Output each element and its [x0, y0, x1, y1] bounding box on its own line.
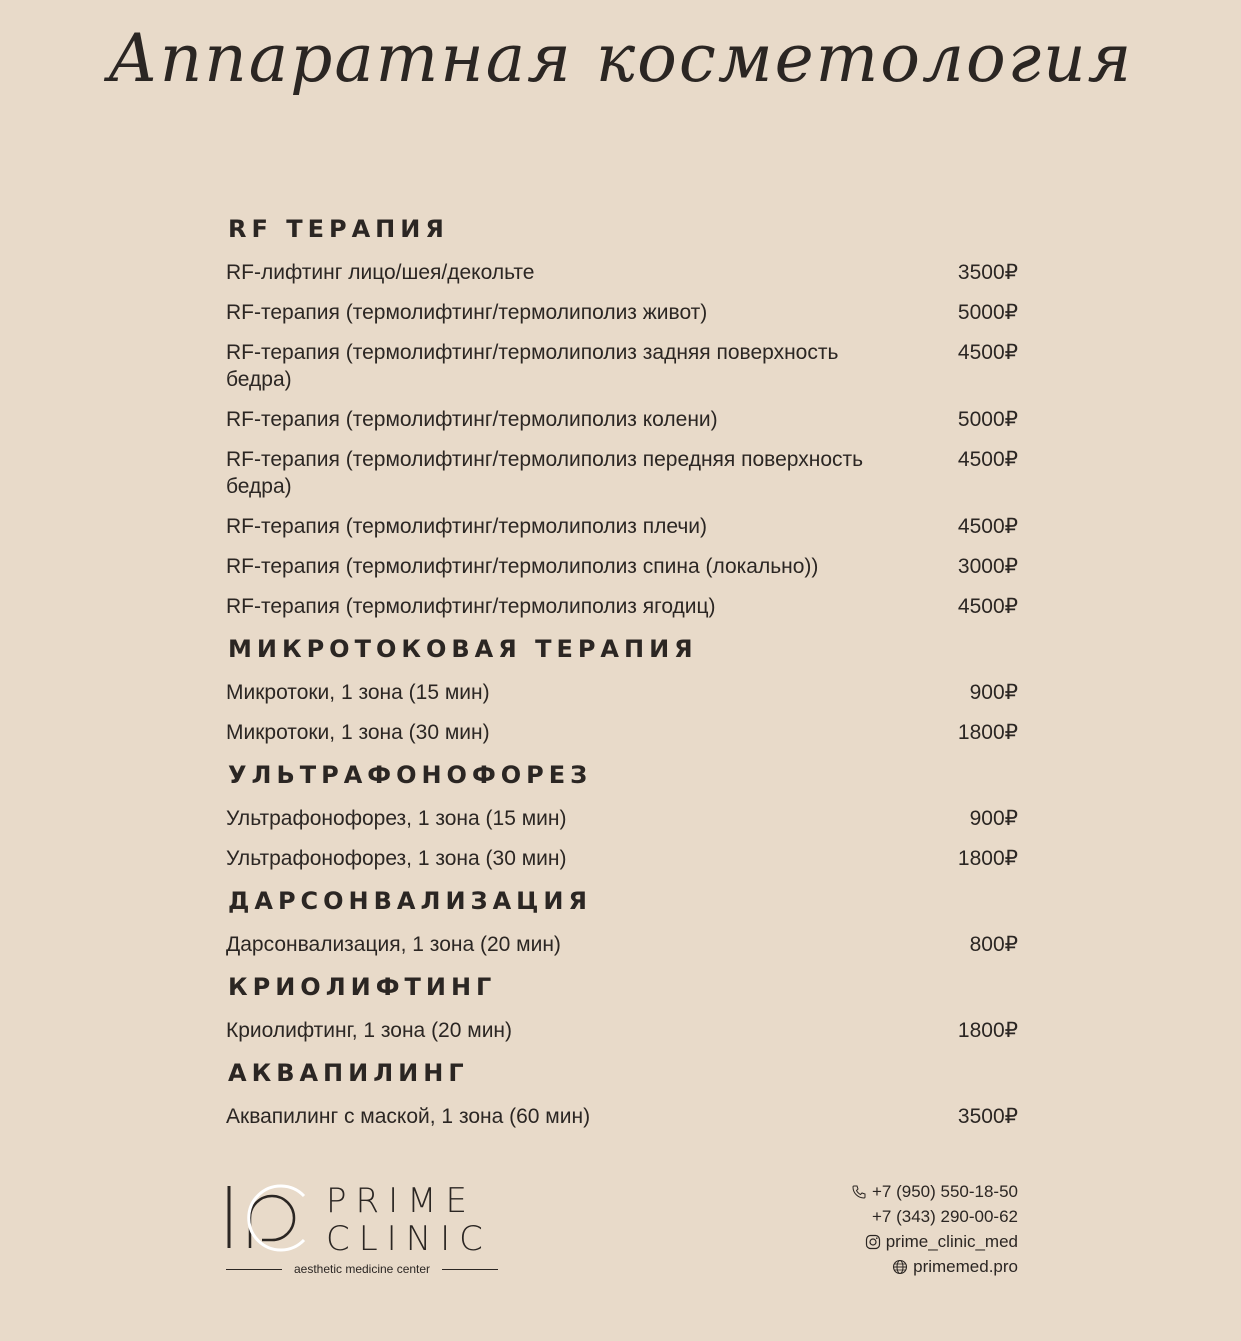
service-name: Криолифтинг, 1 зона (20 мин)	[226, 1019, 513, 1042]
service-name: RF-терапия (термолифтинг/термолиполиз спина (локально))	[226, 555, 819, 578]
contact-phone-secondary[interactable]	[851, 1205, 1018, 1229]
price-item	[226, 446, 1018, 500]
price-item	[226, 679, 1018, 706]
service-name: RF-терапия (термолифтинг/термолиполиз задняя поверхность бедра)	[226, 341, 839, 391]
service-price: 3500₽	[957, 1105, 1018, 1128]
service-price: 3500₽	[957, 261, 1018, 284]
globe-icon	[892, 1259, 908, 1275]
price-item	[226, 299, 1018, 326]
section-heading: МИКРОТОКОВАЯ ТЕРАПИЯ	[228, 635, 698, 663]
price-section	[226, 633, 1018, 746]
service-name: RF-терапия (термолифтинг/термолиполиз передняя поверхность бедра)	[226, 448, 864, 498]
divider	[226, 1269, 282, 1270]
service-name: Ультрафонофорез, 1 зона (30 мин)	[226, 847, 567, 870]
service-name: RF-терапия (термолифтинг/термолиполиз колени)	[226, 408, 718, 431]
service-price: 5000₽	[957, 301, 1018, 324]
service-price: 1800₽	[957, 721, 1018, 744]
price-item	[226, 719, 1018, 746]
service-name: RF-терапия (термолифтинг/термолиполиз живот)	[226, 301, 708, 324]
logo-word-clinic: CLINIC	[326, 1219, 492, 1259]
service-price: 4500₽	[957, 341, 1018, 364]
phone-icon	[851, 1184, 867, 1200]
price-section	[226, 971, 1018, 1044]
service-price: 3000₽	[957, 555, 1018, 578]
contact-phone-primary[interactable]	[851, 1180, 1018, 1204]
contact-instagram[interactable]	[851, 1230, 1018, 1254]
website-link[interactable]: primemed.pro	[913, 1257, 1018, 1276]
instagram-icon	[865, 1234, 881, 1250]
service-price: 800₽	[969, 933, 1018, 956]
price-section	[226, 213, 1018, 620]
divider	[442, 1269, 498, 1270]
price-item	[226, 845, 1018, 872]
price-section	[226, 1057, 1018, 1130]
section-heading: КРИОЛИФТИНГ	[228, 973, 497, 1001]
price-item	[226, 553, 1018, 580]
section-heading: УЛЬТРАФОНОФОРЕЗ	[228, 761, 593, 789]
service-name: RF-терапия (термолифтинг/термолиполиз плечи)	[226, 515, 708, 538]
logo-tagline: aesthetic medicine center	[293, 1262, 431, 1276]
service-price: 4500₽	[957, 515, 1018, 538]
service-price: 4500₽	[957, 595, 1018, 618]
service-name: RF-лифтинг лицо/шея/декольте	[226, 261, 535, 284]
contact-website[interactable]	[851, 1255, 1018, 1279]
logo-tagline-row	[226, 1262, 498, 1276]
service-name: RF-терапия (термолифтинг/термолиполиз ягодиц)	[226, 595, 716, 618]
service-price: 1800₽	[957, 1019, 1018, 1042]
price-item	[226, 931, 1018, 958]
phone-number[interactable]: +7 (343) 290-00-62	[871, 1207, 1018, 1226]
logo-word-prime: PRIME	[326, 1181, 476, 1221]
service-price: 900₽	[969, 681, 1018, 704]
price-item	[226, 406, 1018, 433]
contacts	[851, 1180, 1018, 1280]
price-item	[226, 1103, 1018, 1130]
service-price: 4500₽	[957, 448, 1018, 471]
service-name: Аквапилинг с маской, 1 зона (60 мин)	[226, 1105, 591, 1128]
section-heading: АКВАПИЛИНГ	[228, 1059, 469, 1087]
section-heading: RF ТЕРАПИЯ	[228, 215, 449, 243]
price-section	[226, 759, 1018, 872]
phone-number[interactable]: +7 (950) 550-18-50	[871, 1182, 1018, 1201]
service-name: Дарсонвализация, 1 зона (20 мин)	[226, 933, 561, 956]
instagram-handle[interactable]: prime_clinic_med	[885, 1232, 1018, 1251]
price-list	[226, 213, 1018, 1143]
price-item	[226, 1017, 1018, 1044]
price-section	[226, 885, 1018, 958]
price-item	[226, 259, 1018, 286]
page-title: Аппаратная косметология	[107, 20, 1134, 97]
service-name: Микротоки, 1 зона (15 мин)	[226, 681, 490, 704]
logo-mark-icon	[226, 1182, 316, 1252]
service-name: Ультрафонофорез, 1 зона (15 мин)	[226, 807, 567, 830]
service-name: Микротоки, 1 зона (30 мин)	[226, 721, 490, 744]
section-heading: ДАРСОНВАЛИЗАЦИЯ	[228, 887, 592, 915]
service-price: 900₽	[969, 807, 1018, 830]
clinic-logo	[226, 1182, 498, 1282]
service-price: 1800₽	[957, 847, 1018, 870]
price-item	[226, 513, 1018, 540]
price-item	[226, 339, 1018, 393]
price-item	[226, 593, 1018, 620]
service-price: 5000₽	[957, 408, 1018, 431]
price-item	[226, 805, 1018, 832]
